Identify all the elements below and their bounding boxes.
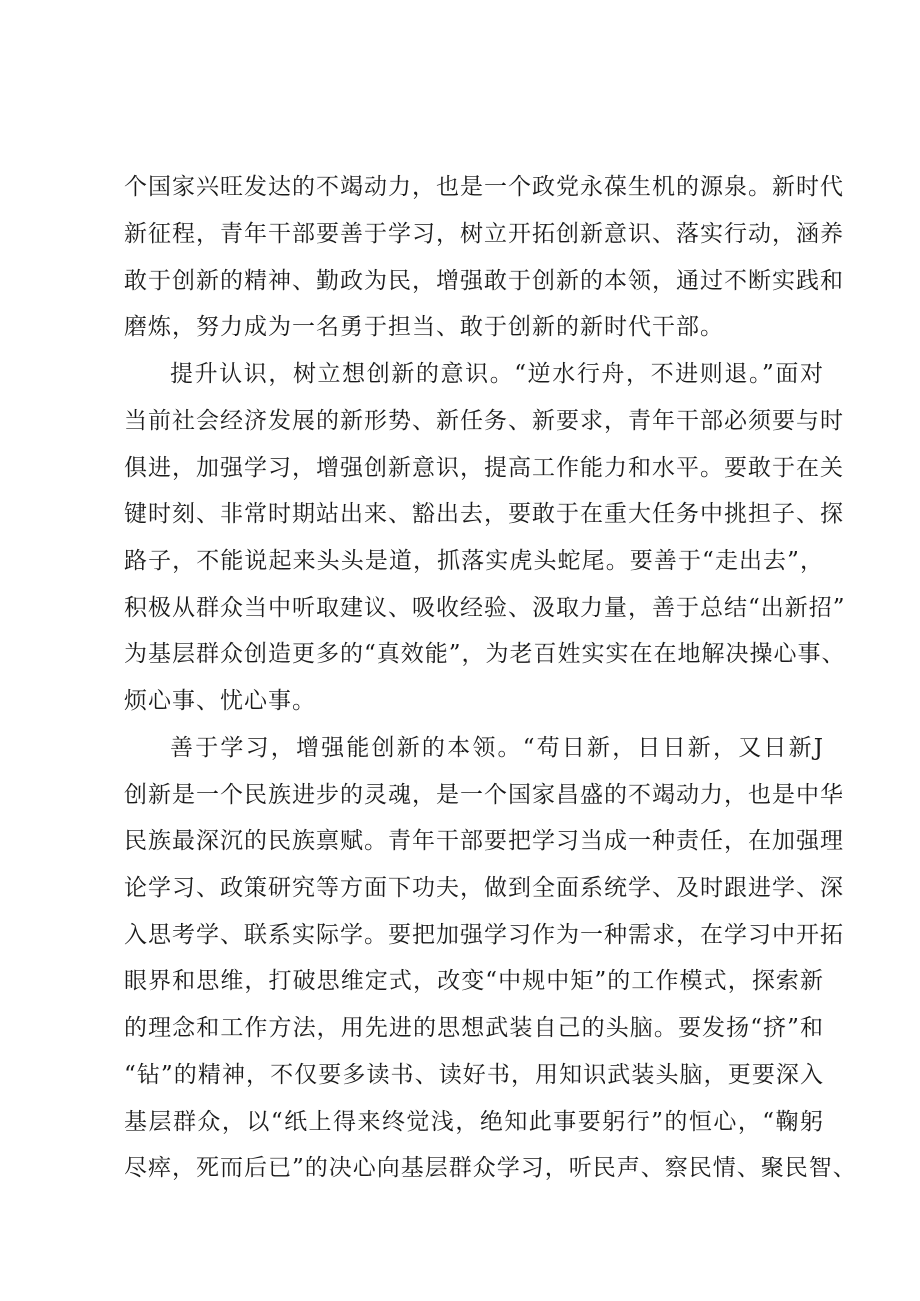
text-line: 尽瘁，死而后已”的决心向基层群众学习，听民声、察民情、聚民智、 (124, 1155, 857, 1181)
text-line: 基层群众，以“纸上得来终觉浅，绝知此事要躬行”的恒心，“鞠躬 (124, 1109, 824, 1135)
text-line: 眼界和思维，打破思维定式，改变“中规中矩”的工作模式，探索新 (124, 968, 824, 994)
paragraph-first-line: 提升认识，树立想创新的意识。“逆水行舟，不进则退。”面对 (170, 361, 824, 387)
text-line: 当前社会经济发展的新形势、新任务、新要求，青年干部必须要与时 (124, 408, 844, 434)
text-line: 烦心事、忧心事。 (124, 688, 316, 714)
text-line: 个国家兴旺发达的不竭动力，也是一个政党永葆生机的源泉。新时代 (124, 174, 844, 200)
paragraph-first-line: 善于学习，增强能创新的本领。“苟日新，日日新，又日新J (170, 735, 824, 761)
text-line: 积极从群众当中听取建议、吸收经验、汲取力量，善于总结“出新招” (124, 595, 846, 621)
text-line: “钻”的精神，不仅要多读书、读好书，用知识武装头脑，更要深入 (124, 1062, 824, 1088)
text-line: 为基层群众创造更多的“真效能”，为老百姓实实在在地解决操心事、 (124, 641, 846, 667)
text-line: 创新是一个民族进步的灵魂，是一个国家昌盛的不竭动力，也是中华 (124, 782, 844, 808)
text-line: 俱进，加强学习，增强创新意识，提高工作能力和水平。要敢于在关 (124, 455, 844, 481)
text-line: 民族最深沉的民族禀赋。青年干部要把学习当成一种责任，在加强理 (124, 828, 844, 854)
text-line: 磨炼，努力成为一名勇于担当、敢于创新的新时代干部。 (124, 314, 724, 340)
text-line: 新征程，青年干部要善于学习，树立开拓创新意识、落实行动，涵养 (124, 221, 844, 247)
text-line: 入思考学、联系实际学。要把加强学习作为一种需求，在学习中开拓 (124, 922, 844, 948)
text-line: 敢于创新的精神、勤政为民，增强敢于创新的本领，通过不断实践和 (124, 268, 844, 294)
text-line: 路子，不能说起来头头是道，抓落实虎头蛇尾。要善于“走出去”， (124, 548, 824, 574)
text-line: 的理念和工作方法，用先进的思想武装自己的头脑。要发扬“挤”和 (124, 1015, 824, 1041)
text-line: 论学习、政策研究等方面下功夫，做到全面系统学、及时跟进学、深 (124, 875, 844, 901)
text-line: 键时刻、非常时期站出来、豁出去，要敢于在重大任务中挑担子、探 (124, 501, 844, 527)
